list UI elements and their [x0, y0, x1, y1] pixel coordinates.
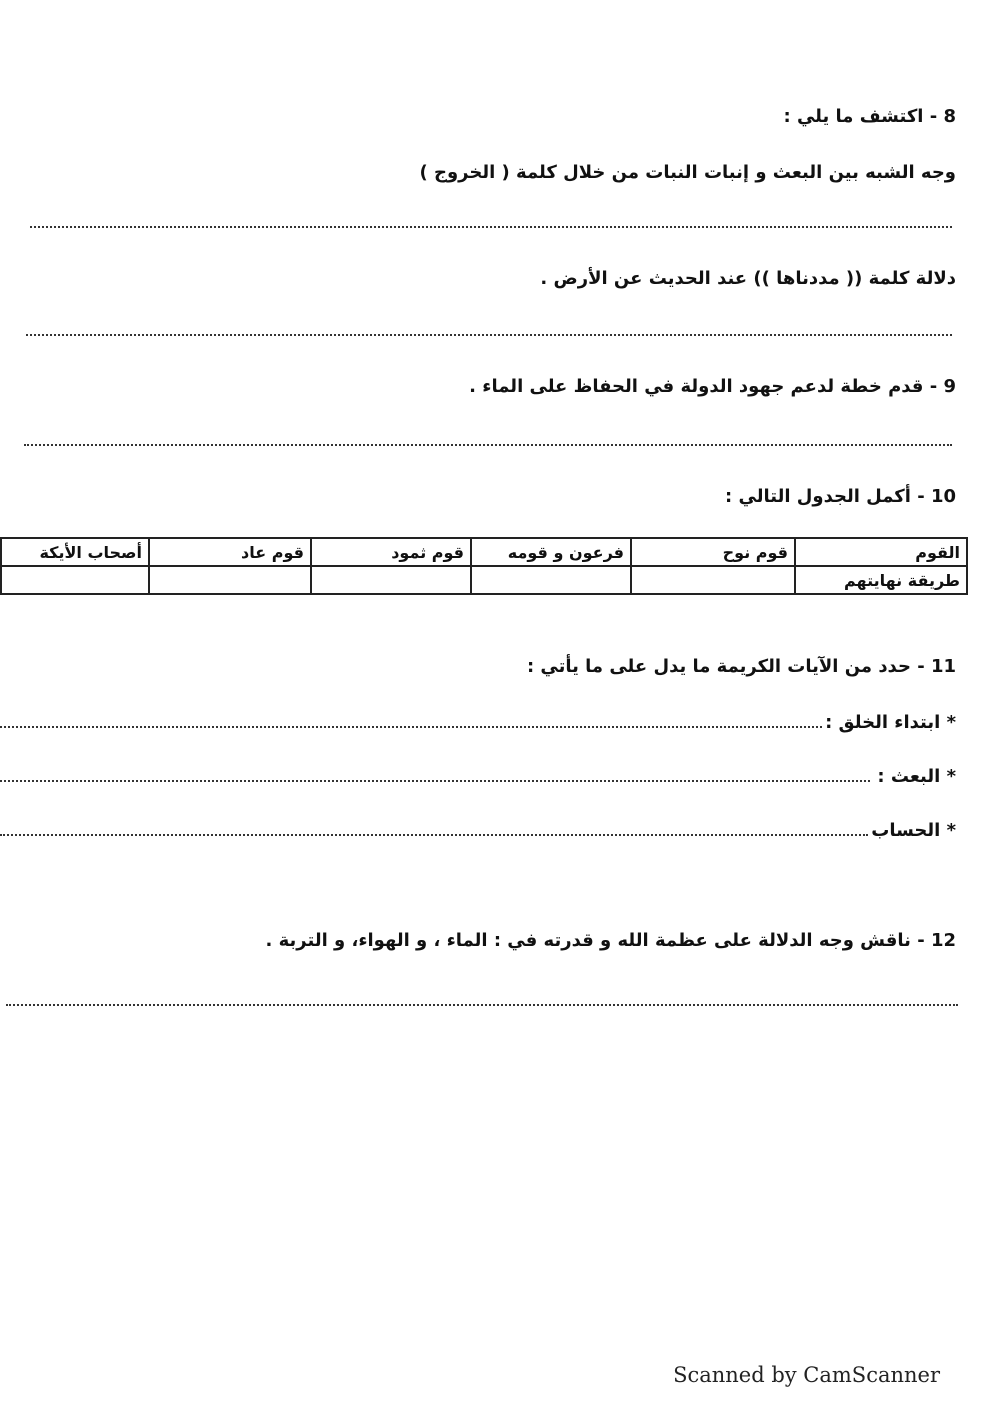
table-cell: قوم نوح	[631, 538, 795, 566]
table-row	[1, 538, 967, 566]
q8-item-2: دلالة كلمة (( مددناها )) عند الحديث عن الأرض .	[540, 268, 956, 289]
answer-line[interactable]	[0, 834, 868, 836]
table-cell: قوم عاد	[149, 538, 311, 566]
table-cell: قوم ثمود	[311, 538, 471, 566]
q11-title: 11 - حدد من الآيات الكريمة ما يدل على ما يأتي :	[526, 656, 956, 677]
table-cell: فرعون و قومه	[471, 538, 631, 566]
peoples-table	[0, 537, 968, 595]
q8-item-1: وجه الشبه بين البعث و إنبات النبات من خلال كلمة ( الخروج )	[419, 162, 956, 183]
q10-title: 10 - أكمل الجدول التالي :	[725, 486, 956, 507]
table-header-cell: طريقة نهايتهم	[795, 566, 967, 594]
q12-title: 12 - ناقش وجه الدلالة على عظمة الله و قدرته في : الماء ، و الهواء، و التربة .	[265, 930, 956, 951]
q11-item-1: * ابتداء الخلق :	[825, 712, 956, 733]
answer-line[interactable]	[24, 444, 952, 446]
answer-line[interactable]	[30, 226, 952, 228]
scanner-watermark: Scanned by CamScanner	[673, 1363, 940, 1387]
answer-cell[interactable]	[311, 566, 471, 594]
table-row	[1, 566, 967, 594]
q11-item-2: * البعث :	[877, 766, 956, 787]
q11-item-3: * الحساب	[871, 820, 956, 841]
q9-title: 9 - قدم خطة لدعم جهود الدولة في الحفاظ على الماء .	[469, 376, 956, 397]
table-header-cell: القوم	[795, 538, 967, 566]
table-cell: أصحاب الأيكة	[1, 538, 149, 566]
answer-cell[interactable]	[1, 566, 149, 594]
answer-line[interactable]	[0, 780, 870, 782]
answer-line[interactable]	[0, 726, 822, 728]
answer-cell[interactable]	[471, 566, 631, 594]
q8-title: 8 - اكتشف ما يلي :	[783, 106, 956, 127]
answer-line[interactable]	[26, 334, 952, 336]
answer-cell[interactable]	[149, 566, 311, 594]
answer-line[interactable]	[6, 1004, 958, 1006]
answer-cell[interactable]	[631, 566, 795, 594]
